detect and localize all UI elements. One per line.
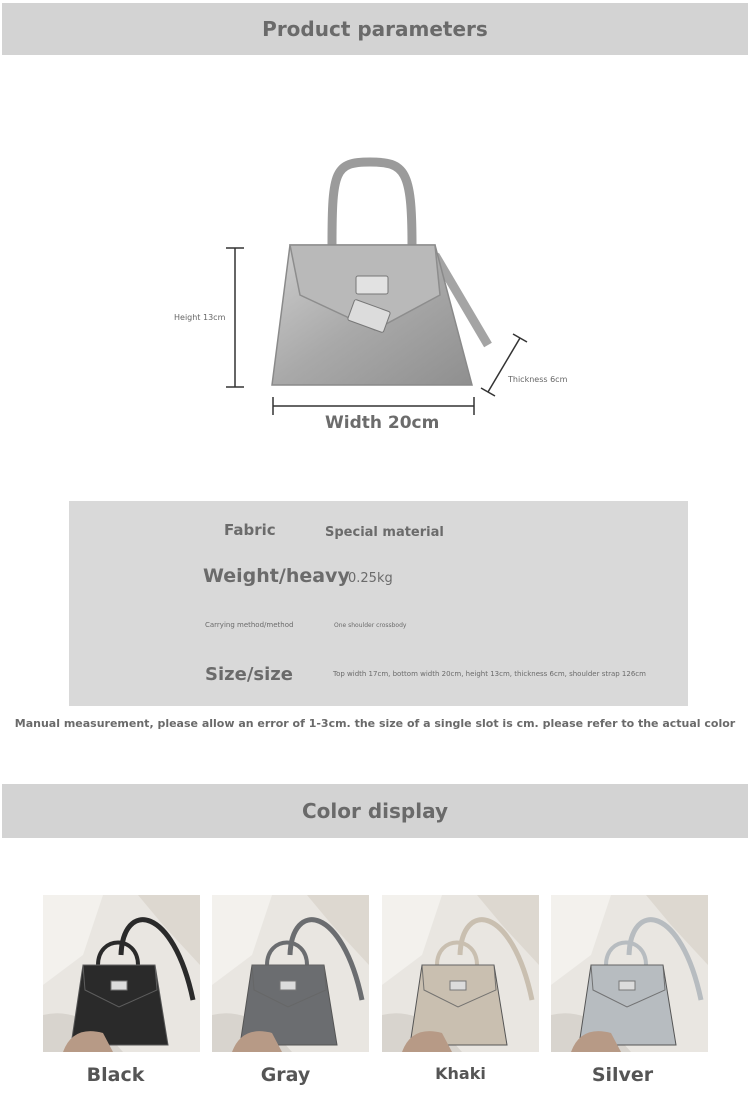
fabric-key: Fabric [224,521,276,539]
color-label-black: Black [86,1064,145,1086]
color-swatch-gray[interactable] [212,895,369,1052]
color-swatch-silver[interactable] [551,895,708,1052]
bag-photo [43,895,200,1052]
color-label-gray: Gray [260,1064,311,1086]
section-header-product-parameters [2,3,748,55]
color-swatch-black[interactable] [43,895,200,1052]
section-header-color-display [2,784,748,838]
color-label-khaki: Khaki [435,1064,486,1083]
bag-photo [551,895,708,1052]
thickness-label: Thickness 6cm [508,375,568,384]
carrying-method-value: One shoulder crossbody [334,622,407,629]
color-swatch-khaki[interactable] [382,895,539,1052]
section-title: Product parameters [262,17,488,41]
weight-value: 0.25kg [348,571,393,586]
bag-photo [212,895,369,1052]
bag-photo [382,895,539,1052]
section-title: Color display [301,799,448,823]
size-value: Top width 17cm, bottom width 20cm, height 13cm, thickness 6cm, shoulder strap 126cm [333,670,646,678]
weight-key: Weight/heavy [203,565,350,587]
fabric-value: Special material [325,525,444,540]
measurement-note: Manual measurement, please allow an error of 1-3cm. the size of a single slot is cm. please refer to the actual color [14,717,736,730]
bag-dimension-illustration [150,130,610,450]
size-key: Size/size [205,664,293,685]
bag-image [150,130,610,450]
width-label: Width 20cm [325,413,440,433]
parameter-table [69,501,688,706]
height-label: Height 13cm [174,313,226,322]
color-label-silver: Silver [591,1064,654,1086]
carrying-method-key: Carrying method/method [205,621,294,629]
